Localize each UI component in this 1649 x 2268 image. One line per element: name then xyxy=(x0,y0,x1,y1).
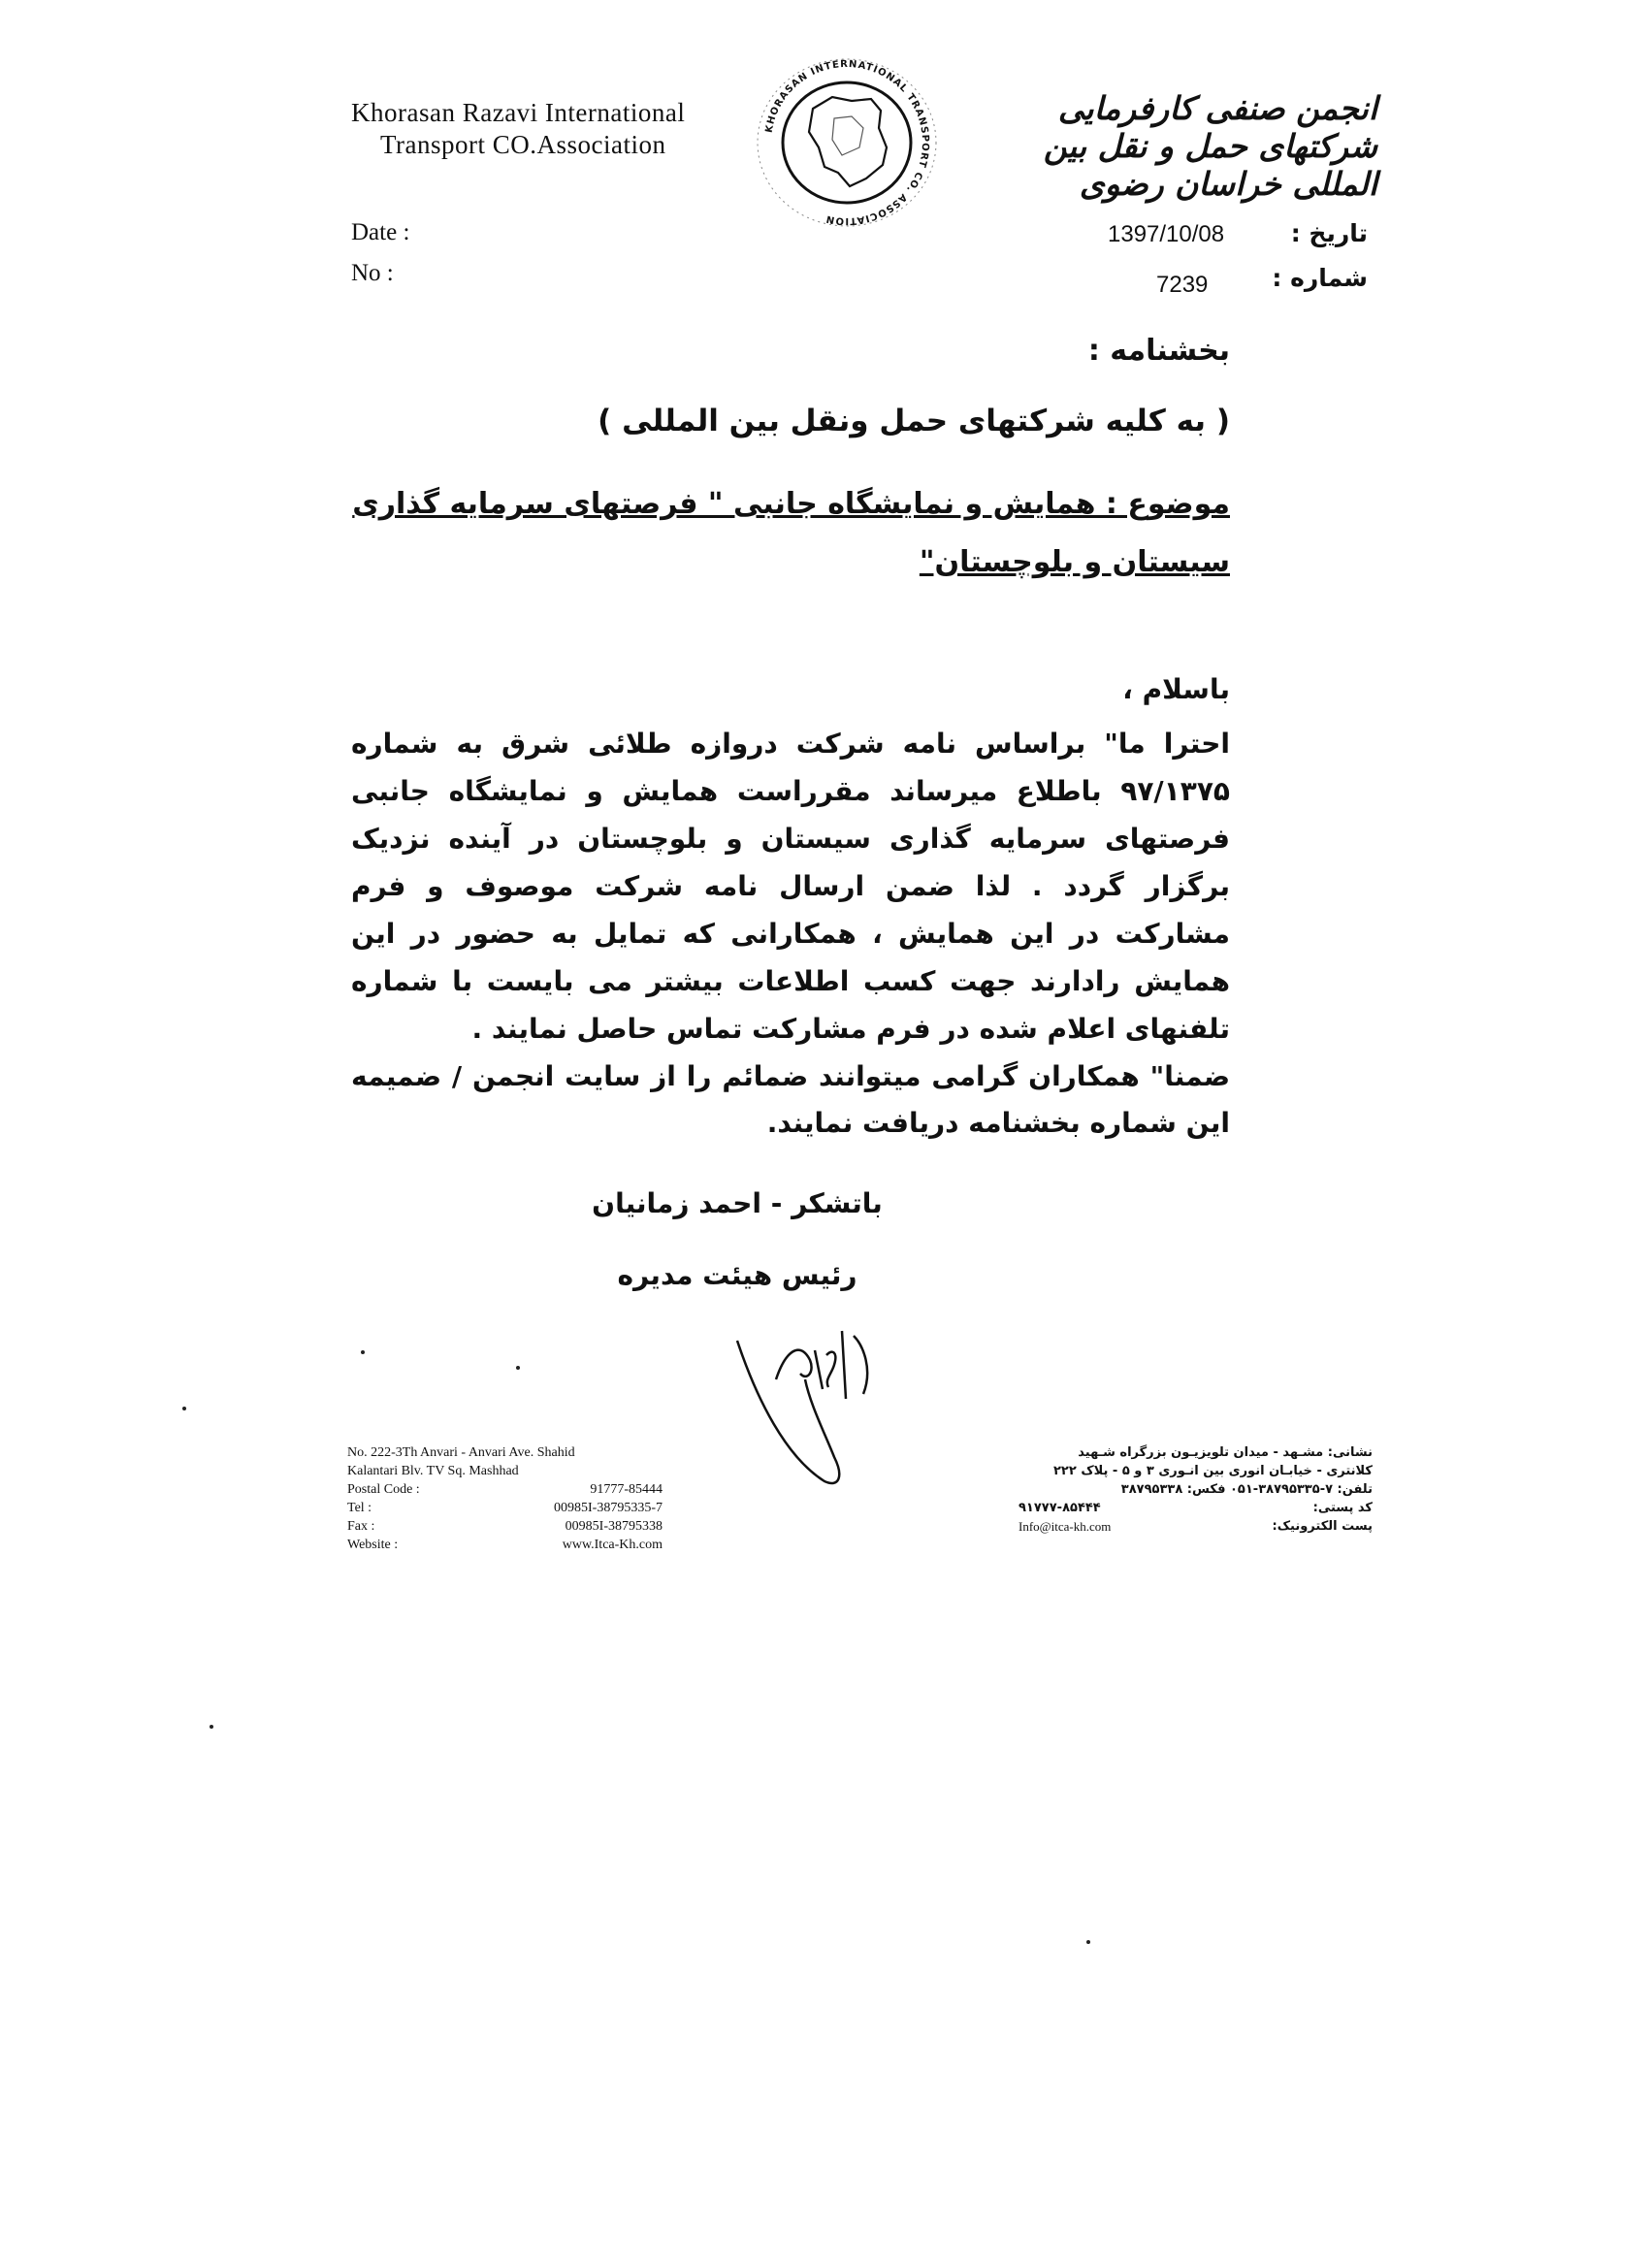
body-paragraph-1: احترا ما" براساس نامه شرکت دروازه طلائی شرق به شماره ۹۷/۱۳۷۵ باطلاع میرساند مقرراست همایش و نمایشگاه جانبی فرصتهای سرمایه گذاری سیستان و بلوچستان در آینده نزدیک برگزار گردد . لذا ضمن ارسال نامه شرکت موصوف و فرم مشارکت در این همایش ، همکارانی که تمایل به حضور در این همایش رادارند جهت کسب اطلاعات بیشتر می بایست با شماره تلفنهای اعلام شده در فرم مشارکت تماس حاصل نمایند . xyxy=(351,728,1230,1045)
number-label-persian: شماره : xyxy=(1272,264,1368,292)
org-name-persian: انجمن صنفی کارفرمایی شرکتهای حمل و نقل بین المللی خراسان رضوی xyxy=(1043,89,1377,203)
footer-contact-persian xyxy=(1018,1443,1373,1536)
date-value: 1397/10/08 xyxy=(1108,221,1225,247)
date-label: Date : xyxy=(351,219,410,245)
subject-line: موضوع : همایش و نمایشگاه جانبی " فرصتهای سرمایه گذاری سیستان و بلوچستان" xyxy=(352,487,1230,579)
postal-code-value: 91777-85444 xyxy=(590,1482,663,1497)
website-value: www.Itca-Kh.com xyxy=(562,1538,663,1552)
body-paragraph-2: ضمنا" همکاران گرامی میتوانند ضمائم را از سایت انجمن / ضمیمه این شماره بخشنامه دریافت نمایند. xyxy=(351,1060,1230,1139)
tel-label: Tel : xyxy=(347,1501,372,1515)
greeting: باسلام ، xyxy=(1122,673,1230,705)
signer-title: رئیس هیئت مدیره xyxy=(617,1259,857,1291)
fax-label: Fax : xyxy=(347,1519,375,1534)
seal-lettering: KHORASAN INTERNATIONAL TRANSPORT CO. ASSOCIATION xyxy=(763,58,931,227)
scan-speck xyxy=(516,1366,520,1370)
handwritten-signature xyxy=(718,1312,912,1496)
scan-speck xyxy=(210,1725,213,1729)
footer-fa-postal-label: کد پستی: xyxy=(1312,1501,1373,1515)
footer-fa-address-line2: کلانتری - خیابـان انوری بین انـوری ۳ و ۵ - پلاک ۲۲۲ xyxy=(1052,1464,1373,1478)
footer-contact-english xyxy=(347,1443,663,1554)
footer-fa-address-line1: نشانی: مشـهد - میدان تلویزیـون بزرگراه شـهید xyxy=(1078,1445,1373,1460)
footer-fa-phone-line: تلفن: ۷-۳۸۷۹۵۳۳۵-۰۵۱ فکس: ۳۸۷۹۵۳۳۸ xyxy=(1120,1482,1373,1497)
circular-heading: بخشنامه : xyxy=(1087,334,1230,368)
scan-speck xyxy=(1086,1940,1090,1944)
org-name-en-line2: Transport CO.Association xyxy=(380,130,666,159)
number-value: 7239 xyxy=(1156,272,1209,298)
org-name-english xyxy=(351,97,685,161)
svg-text:KHORASAN INTERNATIONAL TRANSPO xyxy=(764,59,931,226)
date-label-persian: تاریخ : xyxy=(1290,219,1368,247)
tel-value: 00985I-38795335-7 xyxy=(554,1501,663,1515)
association-seal-logo xyxy=(745,50,949,235)
number-label: No : xyxy=(351,260,394,286)
closing-signoff: باتشکر - احمد زمانیان xyxy=(592,1187,883,1219)
footer-fa-email-label: پست الکترونیک: xyxy=(1272,1519,1373,1534)
footer-address-line1: No. 222-3Th Anvari - Anvari Ave. Shahid xyxy=(347,1445,575,1460)
org-name-en-line1: Khorasan Razavi International xyxy=(351,98,686,127)
footer-fa-postal-value: ۹۱۷۷۷-۸۵۴۴۴ xyxy=(1018,1501,1101,1515)
website-label: Website : xyxy=(347,1538,399,1552)
scan-speck xyxy=(182,1407,186,1410)
fax-value: 00985I-38795338 xyxy=(565,1519,663,1534)
scan-speck xyxy=(361,1350,365,1354)
footer-address-line2: Kalantari Blv. TV Sq. Mashhad xyxy=(347,1464,519,1478)
footer-fa-email-value: Info@itca-kh.com xyxy=(1018,1519,1112,1534)
postal-code-label: Postal Code : xyxy=(347,1482,420,1497)
addressee: ( به کلیه شرکتهای حمل ونقل بین المللی ) xyxy=(598,404,1230,438)
